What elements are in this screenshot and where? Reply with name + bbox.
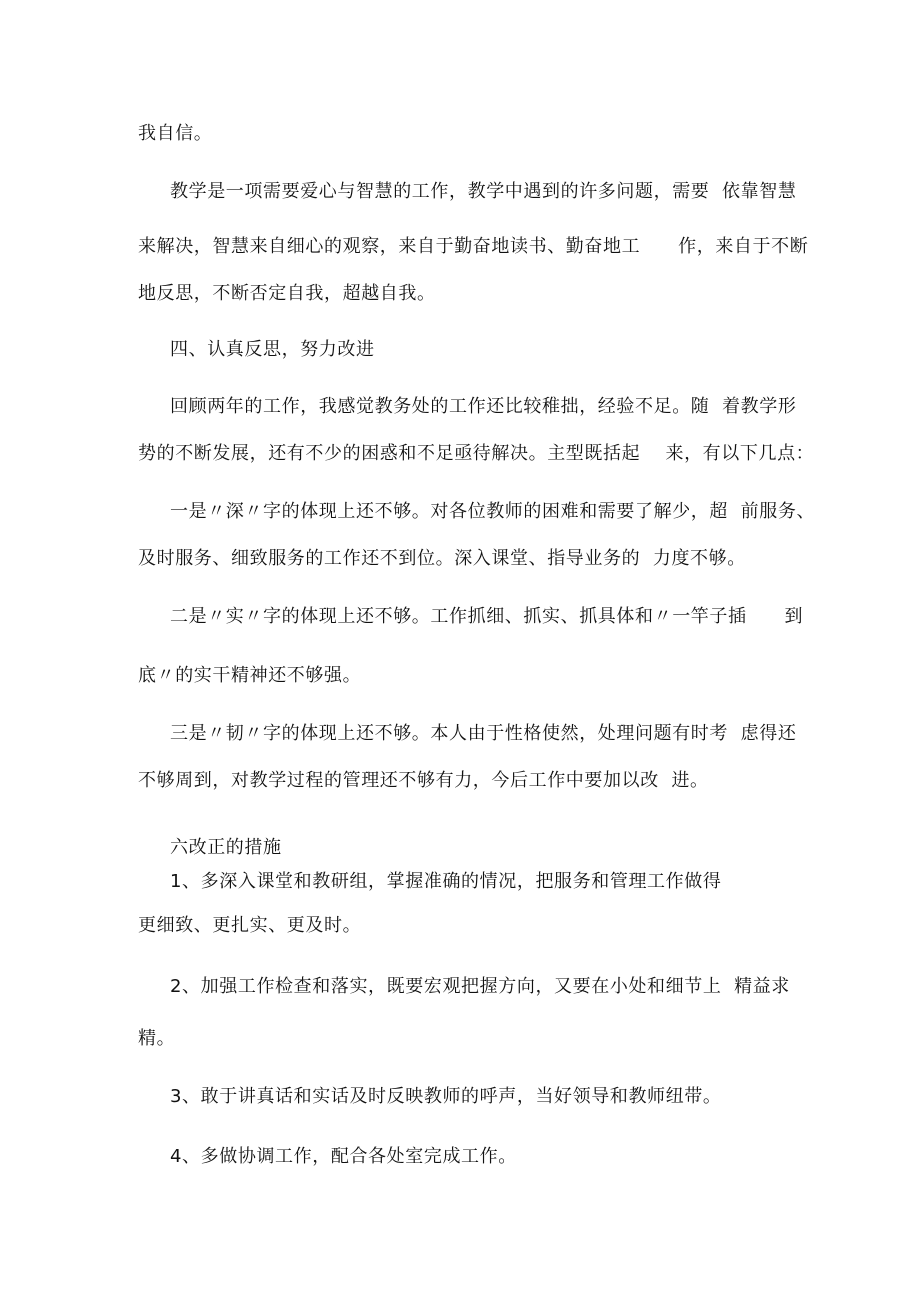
list-item: 2、加强工作检查和落实，既要宏观把握方向，又要在小处和细节上 精益求 [170,976,790,997]
paragraph-line: 一是〃深〃字的体现上还不够。对各位教师的困难和需要了解少，超 前服务、 [170,501,816,522]
paragraph-line: 不够周到，对教学过程的管理还不够有力，今后工作中要加以改 进。 [138,770,709,791]
paragraph-line: 及时服务、细致服务的工作还不到位。深入课堂、指导业务的 力度不够。 [138,548,746,569]
section-heading: 四、认真反思，努力改进 [170,339,375,360]
paragraph-line: 教学是一项需要爱心与智慧的工作，教学中遇到的许多问题，需要 依靠智慧 [170,181,797,202]
section-heading: 六改正的措施 [170,837,282,858]
list-item: 4、多做协调工作，配合各处室完成工作。 [170,1146,517,1167]
list-item: 1、多深入课堂和教研组，掌握准确的情况，把服务和管理工作做得 [170,871,722,892]
paragraph-line: 我自信。 [138,123,213,144]
paragraph-line: 地反思，不断否定自我，超越自我。 [138,283,436,304]
list-item-continuation: 精。 [138,1028,176,1049]
paragraph-line: 底〃的实干精神还不够强。 [138,665,362,686]
paragraph-line: 势的不断发展，还有不少的困惑和不足亟待解决。主型既括起 来，有以下几点： [138,443,815,464]
paragraph-line: 三是〃韧〃字的体现上还不够。本人由于性格使然，处理问题有时考 虑得还 [170,723,797,744]
list-item: 3、敢于讲真话和实话及时反映教师的呼声，当好领导和教师纽带。 [170,1086,722,1107]
paragraph-line: 二是〃实〃字的体现上还不够。工作抓细、抓实、抓具体和〃一竿子插 到 [170,606,804,627]
list-item-continuation: 更细致、更扎实、更及时。 [138,915,362,936]
paragraph-line: 来解决，智慧来自细心的观察，来自于勤奋地读书、勤奋地工 作，来自于不断 [138,236,809,257]
paragraph-line: 回顾两年的工作，我感觉教务处的工作还比较稚拙，经验不足。随 着教学形 [170,396,797,417]
